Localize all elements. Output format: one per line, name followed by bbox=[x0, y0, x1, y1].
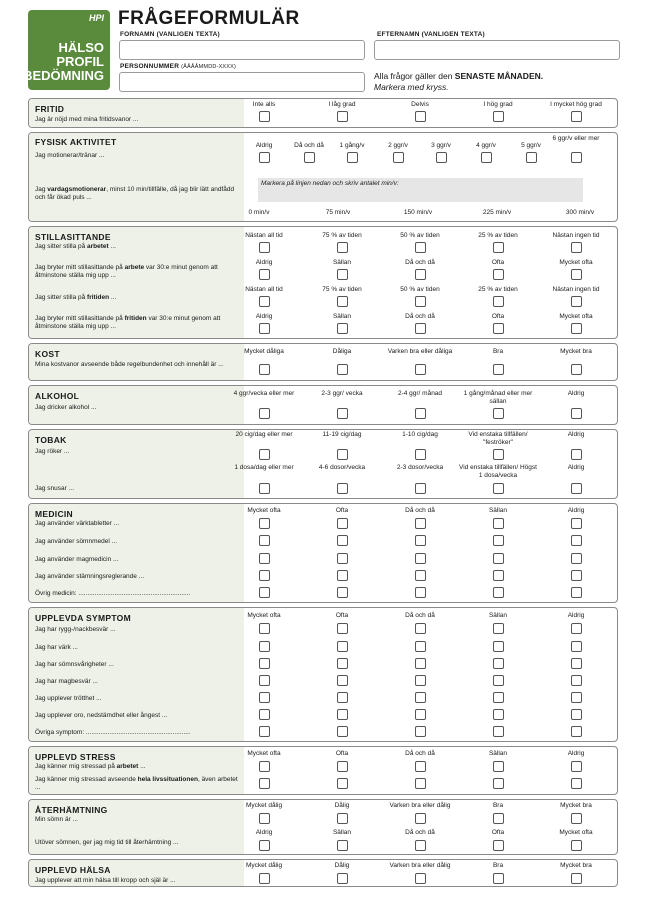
option-checkbox[interactable] bbox=[571, 675, 582, 686]
option-checkbox[interactable] bbox=[337, 483, 348, 494]
column-header: Då och då bbox=[405, 507, 435, 514]
option-checkbox[interactable] bbox=[415, 813, 426, 824]
option-label: Mycket dåliga bbox=[244, 348, 284, 355]
option-label: Aldrig bbox=[255, 259, 273, 266]
option-checkbox[interactable] bbox=[415, 778, 426, 789]
option-checkbox[interactable] bbox=[337, 408, 348, 419]
option-checkbox[interactable] bbox=[337, 242, 348, 253]
option-label: Då och då bbox=[405, 829, 435, 836]
option-checkbox[interactable] bbox=[571, 483, 582, 494]
column-header: Då och då bbox=[405, 750, 435, 757]
option-checkbox[interactable] bbox=[493, 692, 504, 703]
question-label: Utöver sömnen, ger jag mig tid till återhämtning ... bbox=[35, 839, 179, 846]
option-checkbox[interactable] bbox=[493, 518, 504, 529]
question-label: Jag motionerar/tränar ... bbox=[35, 152, 105, 159]
question-label: Jag känner mig stressad på arbetet ... bbox=[35, 763, 146, 770]
logo-brand: HPI bbox=[88, 13, 104, 23]
option-checkbox[interactable] bbox=[571, 535, 582, 546]
column-header: Mycket ofta bbox=[247, 750, 281, 757]
option-checkbox[interactable] bbox=[493, 675, 504, 686]
option-label: 2 ggr/v bbox=[388, 142, 408, 149]
section-title: FRITID bbox=[35, 104, 65, 114]
section-kost bbox=[28, 343, 618, 381]
option-label: Då och då bbox=[405, 259, 435, 266]
question-label: Jag är nöjd med mina fritidsvanor ... bbox=[35, 116, 139, 123]
option-label: Aldrig bbox=[567, 464, 585, 471]
option-label: Då och då bbox=[294, 142, 324, 149]
option-checkbox[interactable] bbox=[259, 709, 270, 720]
section-title: FYSISK AKTIVITET bbox=[35, 137, 117, 147]
option-label: 1-10 cig/dag bbox=[402, 431, 438, 438]
option-checkbox[interactable] bbox=[493, 658, 504, 669]
option-label: Nästan all tid bbox=[245, 286, 283, 293]
section-title: MEDICIN bbox=[35, 509, 73, 519]
option-checkbox[interactable] bbox=[259, 553, 270, 564]
option-checkbox[interactable] bbox=[337, 296, 348, 307]
question-label: Jag vardagsmotionerar, minst 10 min/tillfälle, då jag blir lätt andfådd och får ökad puls ... bbox=[35, 186, 235, 201]
scale-tick-label: 150 min/v bbox=[403, 209, 433, 216]
option-checkbox[interactable] bbox=[571, 111, 582, 122]
question-label: Mina kostvanor avseende både regelbundenhet och innehåll är ... bbox=[35, 361, 224, 368]
option-checkbox[interactable] bbox=[337, 518, 348, 529]
question-label: Jag röker ... bbox=[35, 448, 70, 455]
option-checkbox[interactable] bbox=[337, 840, 348, 851]
option-label: I mycket hög grad bbox=[550, 101, 602, 108]
option-checkbox[interactable] bbox=[415, 709, 426, 720]
section-alkohol bbox=[28, 385, 618, 425]
option-checkbox[interactable] bbox=[493, 570, 504, 581]
option-label: 2-4 ggr/ månad bbox=[397, 390, 443, 397]
option-checkbox[interactable] bbox=[259, 873, 270, 884]
column-header: Aldrig bbox=[567, 750, 585, 757]
first-name-label: FORNAMN (VANLIGEN TEXTA) bbox=[120, 31, 220, 38]
option-checkbox[interactable] bbox=[304, 152, 315, 163]
column-header: Sällan bbox=[488, 612, 508, 619]
option-checkbox[interactable] bbox=[571, 658, 582, 669]
option-checkbox[interactable] bbox=[337, 641, 348, 652]
option-checkbox[interactable] bbox=[571, 587, 582, 598]
option-checkbox[interactable] bbox=[415, 111, 426, 122]
option-checkbox[interactable] bbox=[259, 408, 270, 419]
option-checkbox[interactable] bbox=[493, 623, 504, 634]
option-checkbox[interactable] bbox=[415, 269, 426, 280]
question-label: Jag upplever trötthet ... bbox=[35, 695, 102, 702]
section-upplevda-symptom bbox=[28, 607, 618, 742]
option-label: Varken bra eller dålig bbox=[389, 862, 451, 869]
section-title: UPPLEVDA SYMPTOM bbox=[35, 613, 131, 623]
question-label: Jag har värk ... bbox=[35, 644, 78, 651]
option-checkbox[interactable] bbox=[259, 483, 270, 494]
option-checkbox[interactable] bbox=[259, 761, 270, 772]
option-label: Mycket ofta bbox=[559, 313, 593, 320]
option-label: 4 ggr/v bbox=[476, 142, 496, 149]
question-label: Jag upplever oro, nedstämdhet eller ångest ... bbox=[35, 712, 168, 719]
option-checkbox[interactable] bbox=[259, 364, 270, 375]
option-label: Dålig bbox=[334, 802, 350, 809]
option-label: Aldrig bbox=[255, 829, 273, 836]
last-name-field[interactable] bbox=[374, 40, 620, 60]
section-fysisk-aktivitet bbox=[28, 132, 618, 222]
option-checkbox[interactable] bbox=[415, 726, 426, 737]
question-label: Jag använder värktabletter ... bbox=[35, 520, 120, 527]
option-label: Ofta bbox=[491, 829, 505, 836]
option-checkbox[interactable] bbox=[415, 873, 426, 884]
option-label: Bra bbox=[492, 348, 504, 355]
column-header: Sällan bbox=[488, 507, 508, 514]
column-header: Mycket ofta bbox=[247, 507, 281, 514]
option-checkbox[interactable] bbox=[415, 761, 426, 772]
option-checkbox[interactable] bbox=[337, 761, 348, 772]
option-label: Aldrig bbox=[255, 313, 273, 320]
question-label: Övrig medicin: .............................................................. bbox=[35, 590, 191, 597]
option-checkbox[interactable] bbox=[415, 296, 426, 307]
option-checkbox[interactable] bbox=[493, 641, 504, 652]
option-label: Mycket bra bbox=[560, 862, 592, 869]
option-label: Ofta bbox=[491, 259, 505, 266]
option-checkbox[interactable] bbox=[259, 778, 270, 789]
option-checkbox[interactable] bbox=[259, 840, 270, 851]
option-label: Varken bra eller dålig bbox=[389, 802, 451, 809]
section-title: TOBAK bbox=[35, 435, 67, 445]
option-checkbox[interactable] bbox=[259, 449, 270, 460]
option-checkbox[interactable] bbox=[337, 873, 348, 884]
option-label: Mycket bra bbox=[560, 802, 592, 809]
option-checkbox[interactable] bbox=[415, 364, 426, 375]
question-label: Jag har rygg-/nackbesvär ... bbox=[35, 626, 116, 633]
personal-number-label: PERSONNUMMER (ÅÅÅÅMMDD-XXXX) bbox=[120, 63, 237, 70]
option-checkbox[interactable] bbox=[337, 726, 348, 737]
option-checkbox[interactable] bbox=[337, 692, 348, 703]
option-label: Vid enstaka tillfällen/ "feströker" bbox=[468, 431, 528, 446]
option-checkbox[interactable] bbox=[337, 709, 348, 720]
option-checkbox[interactable] bbox=[415, 675, 426, 686]
option-label: 4 ggr/vecka eller mer bbox=[233, 390, 295, 397]
option-checkbox[interactable] bbox=[259, 675, 270, 686]
option-label: Då och då bbox=[405, 313, 435, 320]
option-checkbox[interactable] bbox=[571, 296, 582, 307]
section-upplevd-stress bbox=[28, 746, 618, 795]
section-title: ALKOHOL bbox=[35, 391, 80, 401]
option-checkbox[interactable] bbox=[571, 873, 582, 884]
option-checkbox[interactable] bbox=[259, 152, 270, 163]
option-label: 1 dosa/dag eller mer bbox=[234, 464, 294, 471]
section-title: UPPLEVD HÄLSA bbox=[35, 865, 111, 875]
option-checkbox[interactable] bbox=[259, 242, 270, 253]
section-title: STILLASITTANDE bbox=[35, 232, 111, 242]
option-checkbox[interactable] bbox=[493, 364, 504, 375]
question-label: Jag dricker alkohol ... bbox=[35, 404, 97, 411]
option-checkbox[interactable] bbox=[493, 111, 504, 122]
option-checkbox[interactable] bbox=[337, 364, 348, 375]
logo-line-1: HÄLSO bbox=[58, 40, 104, 55]
option-label: Nästan ingen tid bbox=[552, 286, 600, 293]
scale-instruction: Markera på linjen nedan och skriv antalet min/v: bbox=[261, 180, 399, 187]
option-checkbox[interactable] bbox=[337, 778, 348, 789]
option-checkbox[interactable] bbox=[571, 726, 582, 737]
option-checkbox[interactable] bbox=[415, 518, 426, 529]
option-checkbox[interactable] bbox=[337, 449, 348, 460]
option-label: Vid enstaka tillfällen/ Högst 1 dosa/vecka bbox=[459, 464, 537, 479]
option-label: Bra bbox=[492, 862, 504, 869]
option-checkbox[interactable] bbox=[259, 535, 270, 546]
option-label: Mycket ofta bbox=[559, 259, 593, 266]
option-checkbox[interactable] bbox=[571, 323, 582, 334]
option-checkbox[interactable] bbox=[493, 778, 504, 789]
question-label: Jag bryter mitt stillasittande på fritiden var 30:e minut genom att åtminstone ställa mig upp ... bbox=[35, 315, 221, 330]
option-label: 75 % av tiden bbox=[322, 286, 362, 293]
option-label: I hög grad bbox=[483, 101, 513, 108]
option-checkbox[interactable] bbox=[493, 726, 504, 737]
option-checkbox[interactable] bbox=[259, 623, 270, 634]
option-label: Dålig bbox=[334, 862, 350, 869]
option-label: Delvis bbox=[411, 101, 429, 108]
option-checkbox[interactable] bbox=[571, 709, 582, 720]
section-stillasittande bbox=[28, 226, 618, 339]
option-checkbox[interactable] bbox=[571, 778, 582, 789]
option-checkbox[interactable] bbox=[571, 813, 582, 824]
option-label: 50 % av tiden bbox=[400, 232, 440, 239]
option-label: Aldrig bbox=[567, 390, 585, 397]
question-label: Min sömn är ... bbox=[35, 816, 78, 823]
option-checkbox[interactable] bbox=[493, 873, 504, 884]
option-checkbox[interactable] bbox=[393, 152, 404, 163]
option-checkbox[interactable] bbox=[347, 152, 358, 163]
option-checkbox[interactable] bbox=[259, 658, 270, 669]
section-title: ÅTERHÄMTNING bbox=[35, 805, 108, 815]
option-label: 20 cig/dag eller mer bbox=[235, 431, 293, 438]
option-checkbox[interactable] bbox=[259, 269, 270, 280]
option-checkbox[interactable] bbox=[337, 269, 348, 280]
option-checkbox[interactable] bbox=[259, 296, 270, 307]
column-header: Mycket ofta bbox=[247, 612, 281, 619]
option-label: Nästan all tid bbox=[245, 232, 283, 239]
option-checkbox[interactable] bbox=[571, 242, 582, 253]
option-checkbox[interactable] bbox=[337, 553, 348, 564]
option-checkbox[interactable] bbox=[415, 242, 426, 253]
option-checkbox[interactable] bbox=[415, 692, 426, 703]
scale-tick-label: 75 min/v bbox=[325, 209, 351, 216]
first-name-field[interactable] bbox=[119, 40, 365, 60]
option-checkbox[interactable] bbox=[493, 761, 504, 772]
option-checkbox[interactable] bbox=[415, 570, 426, 581]
option-label: Mycket dålig bbox=[245, 802, 283, 809]
option-checkbox[interactable] bbox=[259, 641, 270, 652]
option-checkbox[interactable] bbox=[259, 726, 270, 737]
option-label: Varken bra eller dåliga bbox=[387, 348, 453, 355]
option-checkbox[interactable] bbox=[493, 840, 504, 851]
option-checkbox[interactable] bbox=[571, 518, 582, 529]
column-header: Aldrig bbox=[567, 507, 585, 514]
option-checkbox[interactable] bbox=[571, 449, 582, 460]
option-checkbox[interactable] bbox=[259, 813, 270, 824]
option-label: Mycket ofta bbox=[559, 829, 593, 836]
form-title: FRÅGEFORMULÄR bbox=[118, 8, 300, 29]
last-name-label: EFTERNAMN (VANLIGEN TEXTA) bbox=[377, 31, 485, 38]
section-title: UPPLEVD STRESS bbox=[35, 752, 116, 762]
option-label: 25 % av tiden bbox=[478, 286, 518, 293]
column-header: Ofta bbox=[335, 507, 349, 514]
option-checkbox[interactable] bbox=[259, 692, 270, 703]
section-upplevd-hälsa bbox=[28, 859, 618, 887]
question-label: Jag använder magmedicin ... bbox=[35, 556, 119, 563]
option-checkbox[interactable] bbox=[493, 323, 504, 334]
option-checkbox[interactable] bbox=[415, 641, 426, 652]
question-label: Jag använder stämningsreglerande ... bbox=[35, 573, 145, 580]
question-label: Jag sitter stilla på arbetet ... bbox=[35, 243, 116, 250]
question-label: Jag sitter stilla på fritiden ... bbox=[35, 294, 117, 301]
option-checkbox[interactable] bbox=[493, 553, 504, 564]
option-label: 1 gång/månad eller mer sällan bbox=[463, 390, 533, 405]
option-label: Mycket bra bbox=[560, 348, 592, 355]
option-checkbox[interactable] bbox=[259, 518, 270, 529]
option-checkbox[interactable] bbox=[493, 296, 504, 307]
option-checkbox[interactable] bbox=[337, 323, 348, 334]
scale-tick-label: 300 min/v bbox=[565, 209, 595, 216]
option-checkbox[interactable] bbox=[337, 675, 348, 686]
option-label: 6 ggr/v eller mer bbox=[552, 135, 600, 142]
question-label: Jag känner mig stressad avseende hela livssituationen, även arbetet ... bbox=[35, 776, 238, 791]
option-label: 2-3 dosor/vecka bbox=[396, 464, 444, 471]
option-checkbox[interactable] bbox=[571, 269, 582, 280]
option-label: I låg grad bbox=[328, 101, 356, 108]
column-header: Ofta bbox=[335, 612, 349, 619]
question-label: Övriga symptom: .......................................................... bbox=[35, 729, 191, 736]
option-checkbox[interactable] bbox=[571, 570, 582, 581]
option-label: 2-3 ggr/ vecka bbox=[321, 390, 363, 397]
option-label: Inte alls bbox=[252, 101, 276, 108]
option-checkbox[interactable] bbox=[493, 709, 504, 720]
option-label: Ofta bbox=[491, 313, 505, 320]
option-checkbox[interactable] bbox=[415, 658, 426, 669]
option-checkbox[interactable] bbox=[571, 408, 582, 419]
option-checkbox[interactable] bbox=[415, 840, 426, 851]
option-label: Dåliga bbox=[332, 348, 352, 355]
section-medicin bbox=[28, 503, 618, 603]
option-checkbox[interactable] bbox=[259, 111, 270, 122]
option-checkbox[interactable] bbox=[571, 623, 582, 634]
section-title: KOST bbox=[35, 349, 60, 359]
option-checkbox[interactable] bbox=[481, 152, 492, 163]
option-checkbox[interactable] bbox=[493, 269, 504, 280]
option-checkbox[interactable] bbox=[337, 623, 348, 634]
option-checkbox[interactable] bbox=[415, 408, 426, 419]
option-checkbox[interactable] bbox=[415, 483, 426, 494]
option-checkbox[interactable] bbox=[337, 813, 348, 824]
option-label: Sällan bbox=[332, 313, 352, 320]
option-label: 75 % av tiden bbox=[322, 232, 362, 239]
option-checkbox[interactable] bbox=[415, 587, 426, 598]
column-header: Ofta bbox=[335, 750, 349, 757]
question-label: Jag upplever att min hälsa till kropp och själ är ... bbox=[35, 877, 176, 884]
option-label: 4-6 dosor/vecka bbox=[318, 464, 366, 471]
column-header: Aldrig bbox=[567, 612, 585, 619]
option-checkbox[interactable] bbox=[571, 761, 582, 772]
option-checkbox[interactable] bbox=[259, 570, 270, 581]
question-label: Jag använder sömnmedel ... bbox=[35, 538, 118, 545]
option-checkbox[interactable] bbox=[493, 483, 504, 494]
option-checkbox[interactable] bbox=[571, 692, 582, 703]
option-checkbox[interactable] bbox=[415, 553, 426, 564]
option-label: 50 % av tiden bbox=[400, 286, 440, 293]
option-label: Aldrig bbox=[567, 431, 585, 438]
option-checkbox[interactable] bbox=[436, 152, 447, 163]
option-checkbox[interactable] bbox=[337, 111, 348, 122]
option-checkbox[interactable] bbox=[415, 623, 426, 634]
option-checkbox[interactable] bbox=[571, 641, 582, 652]
option-checkbox[interactable] bbox=[337, 535, 348, 546]
personal-number-field[interactable] bbox=[119, 72, 365, 92]
option-checkbox[interactable] bbox=[493, 449, 504, 460]
option-checkbox[interactable] bbox=[415, 535, 426, 546]
option-checkbox[interactable] bbox=[337, 658, 348, 669]
option-checkbox[interactable] bbox=[493, 535, 504, 546]
scale-tick-label: 0 min/v bbox=[248, 209, 270, 216]
question-label: Jag bryter mitt stillasittande på arbete var 30:e minut genom att åtminstone ställa mig upp ... bbox=[35, 264, 218, 279]
option-label: Sällan bbox=[332, 829, 352, 836]
option-checkbox[interactable] bbox=[526, 152, 537, 163]
option-label: 25 % av tiden bbox=[478, 232, 518, 239]
option-checkbox[interactable] bbox=[571, 152, 582, 163]
option-label: 11-19 cig/dag bbox=[322, 431, 362, 438]
option-label: 3 ggr/v bbox=[431, 142, 451, 149]
question-label: Jag snusar ... bbox=[35, 485, 75, 492]
option-checkbox[interactable] bbox=[415, 323, 426, 334]
option-checkbox[interactable] bbox=[493, 813, 504, 824]
option-checkbox[interactable] bbox=[571, 840, 582, 851]
scale-tick-label: 225 min/v bbox=[482, 209, 512, 216]
option-checkbox[interactable] bbox=[337, 570, 348, 581]
option-checkbox[interactable] bbox=[493, 408, 504, 419]
option-label: Bra bbox=[492, 802, 504, 809]
option-checkbox[interactable] bbox=[571, 364, 582, 375]
question-label: Jag har sömnsvårigheter ... bbox=[35, 661, 114, 668]
option-checkbox[interactable] bbox=[493, 587, 504, 598]
option-label: Aldrig bbox=[255, 142, 273, 149]
column-header: Då och då bbox=[405, 612, 435, 619]
instructions-note: Alla frågor gäller den SENASTE MÅNADEN. Markera med kryss. bbox=[374, 71, 544, 92]
section-tobak bbox=[28, 429, 618, 499]
option-label: 5 ggr/v bbox=[521, 142, 541, 149]
option-label: 1 gång/v bbox=[339, 142, 365, 149]
option-checkbox[interactable] bbox=[259, 587, 270, 598]
option-checkbox[interactable] bbox=[571, 553, 582, 564]
option-checkbox[interactable] bbox=[259, 323, 270, 334]
hpi-logo bbox=[23, 10, 110, 90]
option-checkbox[interactable] bbox=[415, 449, 426, 460]
option-checkbox[interactable] bbox=[337, 587, 348, 598]
option-label: Nästan ingen tid bbox=[552, 232, 600, 239]
option-checkbox[interactable] bbox=[493, 242, 504, 253]
question-label: Jag har magbesvär ... bbox=[35, 678, 98, 685]
section-återhämtning bbox=[28, 799, 618, 855]
option-label: Sällan bbox=[332, 259, 352, 266]
logo-line-3: BEDÖMNING bbox=[23, 68, 104, 83]
option-label: Mycket dålig bbox=[245, 862, 283, 869]
column-header: Sällan bbox=[488, 750, 508, 757]
section-fritid bbox=[28, 98, 618, 128]
logo-line-2: PROFIL bbox=[56, 54, 104, 69]
